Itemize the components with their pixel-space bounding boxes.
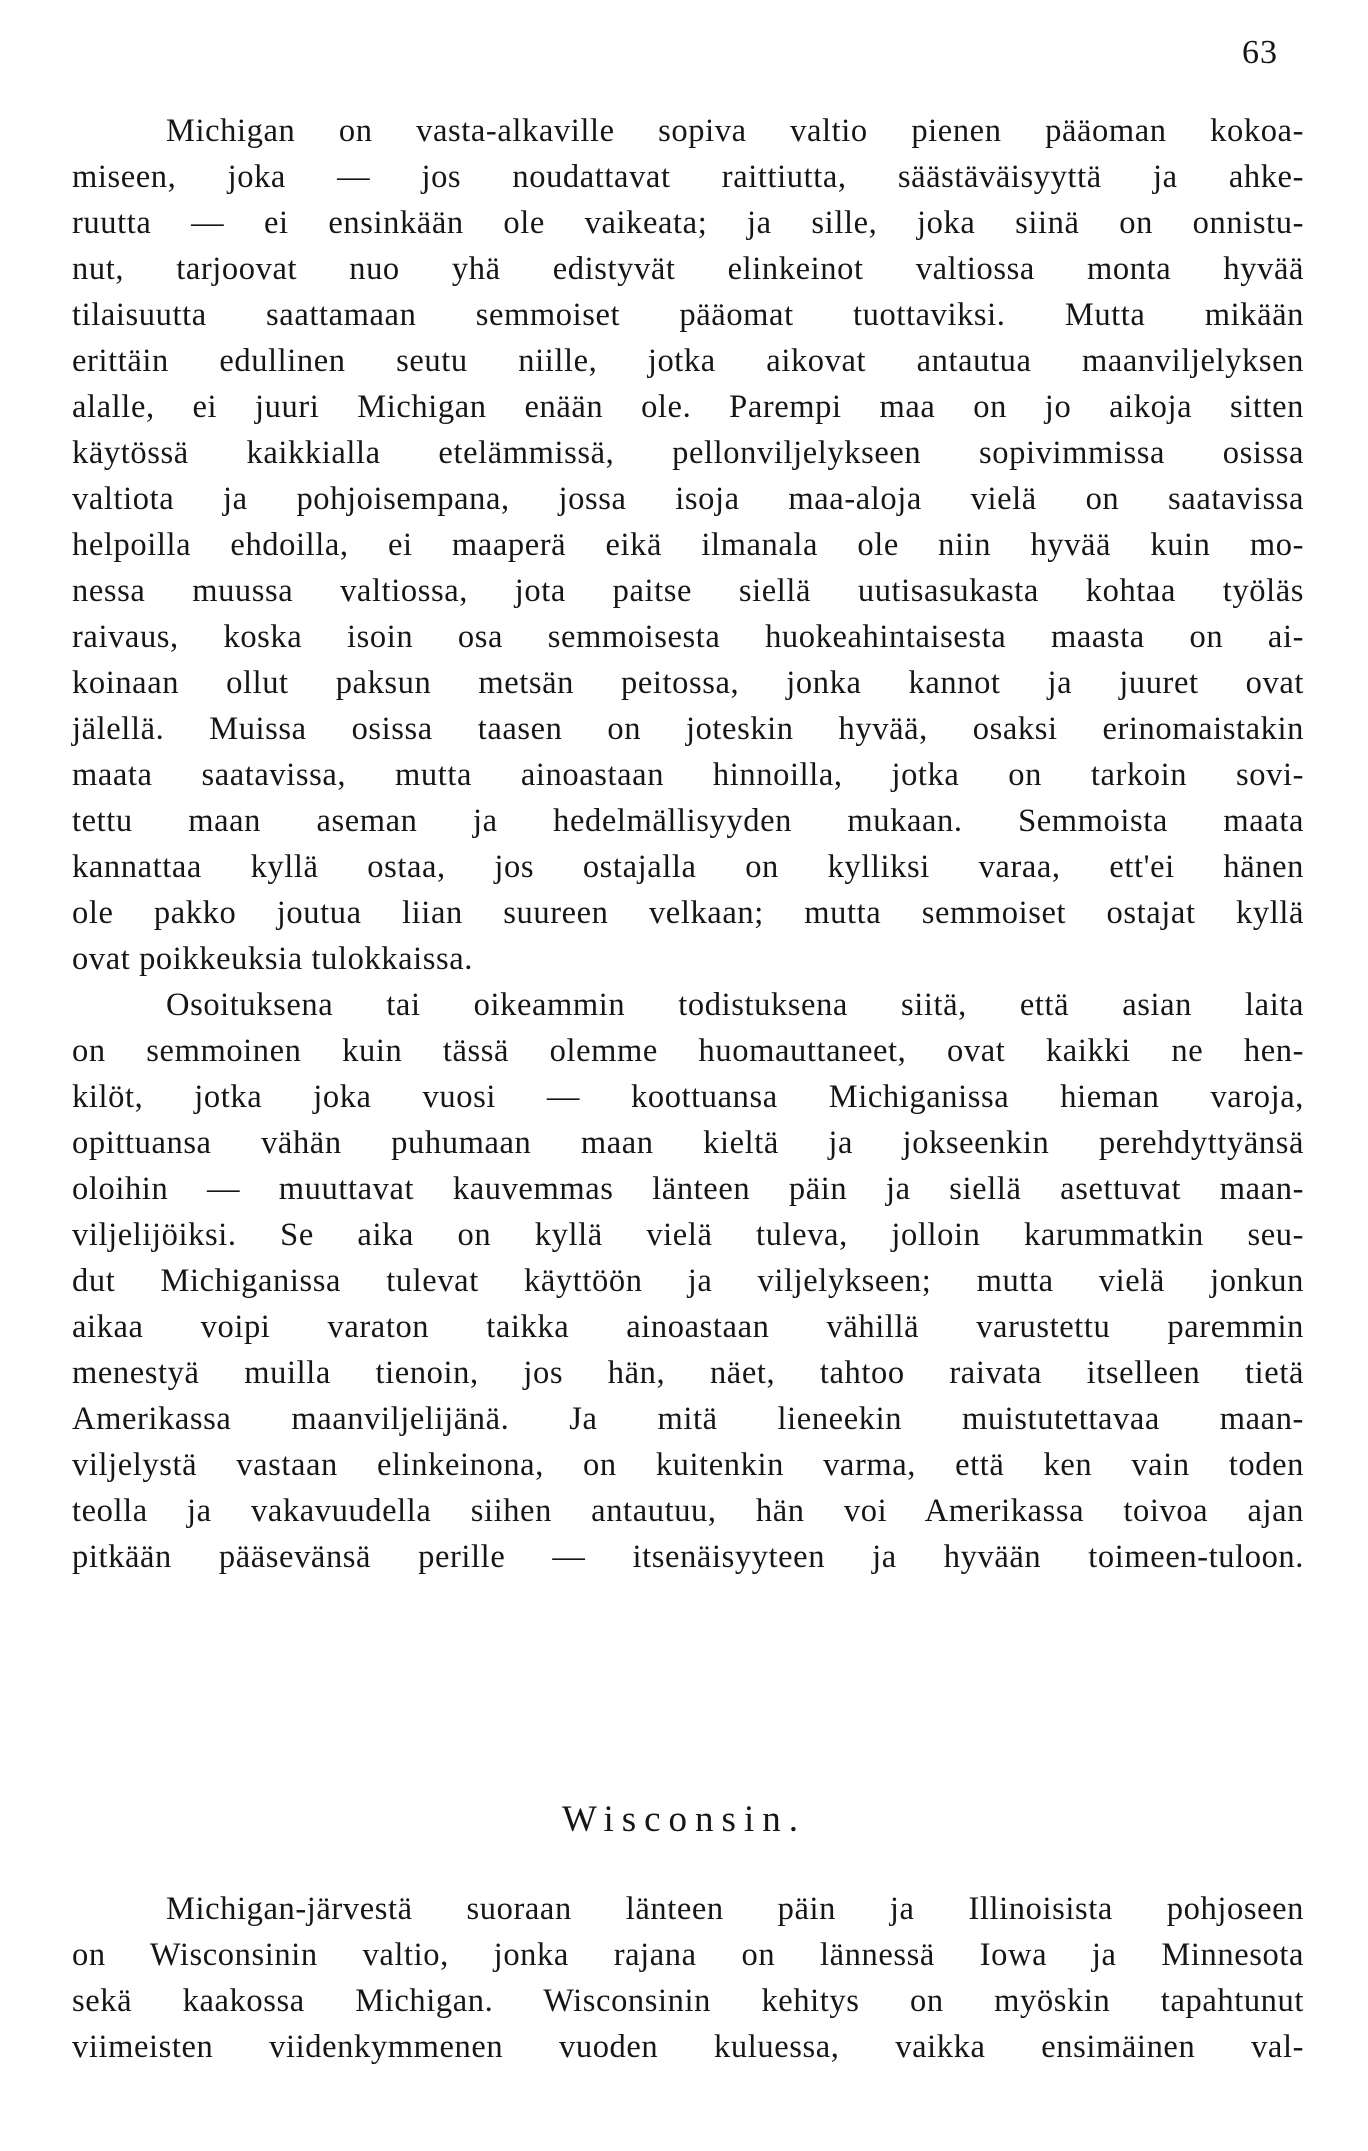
text-line: kilöt, jotka joka vuosi — koottuansa Michiganissa hieman varoja, bbox=[72, 1079, 1304, 1115]
text-line: alalle, ei juuri Michigan enään ole. Parempi maa on jo aikoja sitten bbox=[72, 389, 1304, 425]
text-line: valtiota ja pohjoisempana, jossa isoja maa-aloja vielä on saatavissa bbox=[72, 481, 1304, 517]
text-line: dut Michiganissa tulevat käyttöön ja viljelykseen; mutta vielä jonkun bbox=[72, 1263, 1304, 1299]
text-line: koinaan ollut paksun metsän peitossa, jonka kannot ja juuret ovat bbox=[72, 665, 1304, 701]
page-number: 63 bbox=[1242, 34, 1278, 71]
text-line: ruutta — ei ensinkään ole vaikeata; ja sille, joka siinä on onnistu- bbox=[72, 205, 1304, 241]
text-line: nessa muussa valtiossa, jota paitse siellä uutisasukasta kohtaa työläs bbox=[72, 573, 1304, 609]
text-line: miseen, joka — jos noudattavat raittiutta, säästäväisyyttä ja ahke- bbox=[72, 159, 1304, 195]
text-line: oloihin — muuttavat kauvemmas länteen päin ja siellä asettuvat maan- bbox=[72, 1171, 1304, 1207]
text-line: sekä kaakossa Michigan. Wisconsinin kehitys on myöskin tapahtunut bbox=[72, 1983, 1304, 2019]
text-line: on Wisconsinin valtio, jonka rajana on lännessä Iowa ja Minnesota bbox=[72, 1937, 1304, 1973]
text-line: aikaa voipi varaton taikka ainoastaan vähillä varustettu paremmin bbox=[72, 1309, 1304, 1345]
text-line: viljelijöiksi. Se aika on kyllä vielä tuleva, jolloin karummatkin seu- bbox=[72, 1217, 1304, 1253]
text-line: on semmoinen kuin tässä olemme huomauttaneet, ovat kaikki ne hen- bbox=[72, 1033, 1304, 1069]
text-line: ole pakko joutua liian suureen velkaan; mutta semmoiset ostajat kyllä bbox=[72, 895, 1304, 931]
text-line: teolla ja vakavuudella siihen antautuu, hän voi Amerikassa toivoa ajan bbox=[72, 1493, 1304, 1529]
text-line: pitkään pääsevänsä perille — itsenäisyyteen ja hyvään toimeen-tuloon. bbox=[72, 1539, 1304, 1575]
text-line: raivaus, koska isoin osa semmoisesta huokeahintaisesta maasta on ai- bbox=[72, 619, 1304, 655]
text-line: tilaisuutta saattamaan semmoiset pääomat tuottaviksi. Mutta mikään bbox=[72, 297, 1304, 333]
text-line: nut, tarjoovat nuo yhä edistyvät elinkeinot valtiossa monta hyvää bbox=[72, 251, 1304, 287]
text-line: helpoilla ehdoilla, ei maaperä eikä ilmanala ole niin hyvää kuin mo- bbox=[72, 527, 1304, 563]
text-line: Osoituksena tai oikeammin todistuksena siitä, että asian laita bbox=[166, 987, 1304, 1023]
text-line: Michigan on vasta-alkaville sopiva valtio pienen pääoman kokoa- bbox=[166, 113, 1304, 149]
text-line: kannattaa kyllä ostaa, jos ostajalla on kylliksi varaa, ett'ei hänen bbox=[72, 849, 1304, 885]
text-line: Michigan-järvestä suoraan länteen päin ja Illinoisista pohjoseen bbox=[166, 1891, 1304, 1927]
text-line: viimeisten viidenkymmenen vuoden kuluessa, vaikka ensimäinen val- bbox=[72, 2029, 1304, 2065]
text-line: ovat poikkeuksia tulokkaissa. bbox=[72, 941, 474, 977]
text-line: tettu maan aseman ja hedelmällisyyden mukaan. Semmoista maata bbox=[72, 803, 1304, 839]
text-line: opittuansa vähän puhumaan maan kieltä ja jokseenkin perehdyttyänsä bbox=[72, 1125, 1304, 1161]
text-line: maata saatavissa, mutta ainoastaan hinnoilla, jotka on tarkoin sovi- bbox=[72, 757, 1304, 793]
text-line: erittäin edullinen seutu niille, jotka aikovat antautua maanviljelyksen bbox=[72, 343, 1304, 379]
text-line: Amerikassa maanviljelijänä. Ja mitä lieneekin muistutettavaa maan- bbox=[72, 1401, 1304, 1437]
text-line: käytössä kaikkialla etelämmissä, pellonviljelykseen sopivimmissa osissa bbox=[72, 435, 1304, 471]
section-heading: Wisconsin. bbox=[562, 1799, 806, 1840]
text-line: jälellä. Muissa osissa taasen on joteskin hyvää, osaksi erinomaistakin bbox=[72, 711, 1304, 747]
text-line: viljelystä vastaan elinkeinona, on kuitenkin varma, että ken vain toden bbox=[72, 1447, 1304, 1483]
text-line: menestyä muilla tienoin, jos hän, näet, tahtoo raivata itselleen tietä bbox=[72, 1355, 1304, 1391]
